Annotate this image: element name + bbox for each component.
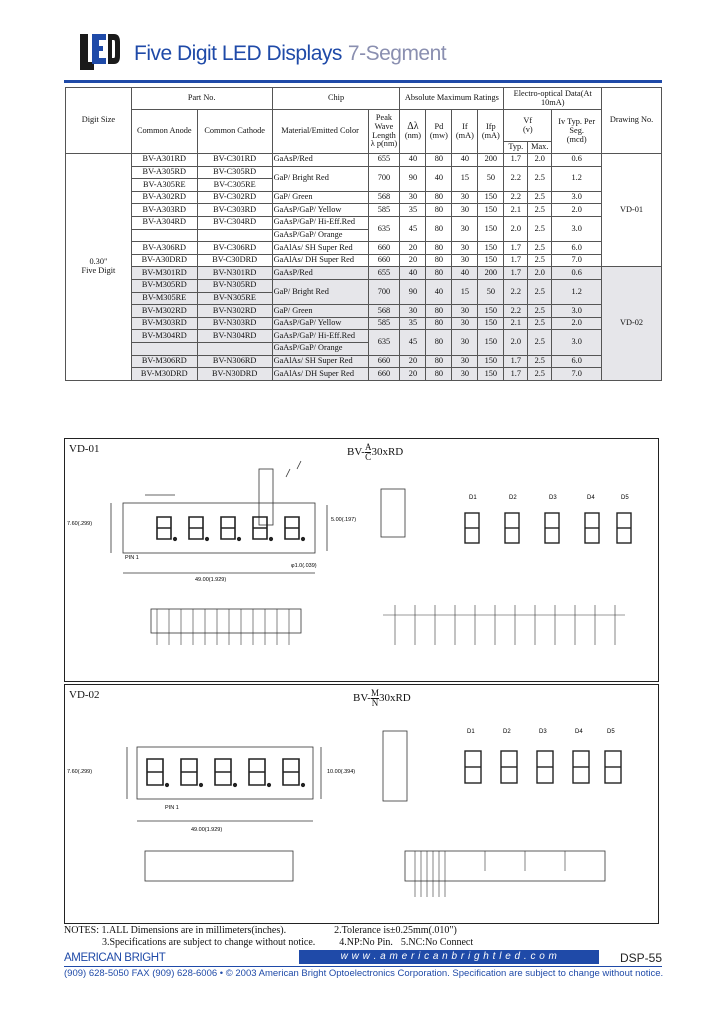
note-2: 2.Tolerance is±0.25mm(.010")	[334, 925, 457, 936]
table-cell: 80	[426, 317, 452, 330]
table-cell: GaAsP/GaP/ Yellow	[272, 317, 368, 330]
table-cell: 35	[400, 204, 426, 217]
table-cell: 80	[426, 216, 452, 241]
vd02-part-prefix: BV-	[353, 692, 371, 705]
table-cell: 2.5	[528, 216, 552, 241]
footer-rule	[64, 966, 662, 967]
table-cell: 150	[478, 355, 504, 368]
vd01-digit-3: D3	[549, 495, 557, 501]
table-row	[66, 191, 662, 204]
table-cell: 2.5	[528, 330, 552, 355]
digit-size-desc: Five Digit	[81, 265, 116, 275]
table-cell: 2.5	[528, 368, 552, 381]
table-cell: 80	[426, 154, 452, 167]
table-row	[66, 166, 662, 179]
table-cell: 1.7	[504, 154, 528, 167]
table-cell: BV-N301RD	[197, 267, 272, 280]
table-cell: 40	[400, 154, 426, 167]
table-cell: 2.2	[504, 166, 528, 191]
table-cell: 80	[426, 242, 452, 255]
seven-seg-digit	[285, 517, 299, 539]
table-cell: 6.0	[552, 355, 602, 368]
vd02-digit-3: D3	[539, 729, 547, 735]
digit-size-cell	[66, 154, 132, 381]
table-cell: 585	[368, 317, 400, 330]
table-cell: GaP/ Bright Red	[272, 279, 368, 304]
page-header	[64, 28, 664, 78]
th-common-anode: Common Anode	[131, 110, 197, 154]
vd02-part-suffix: 30xRD	[378, 692, 411, 705]
drawing-no-cell: VD-01	[602, 154, 662, 267]
table-cell: 700	[368, 166, 400, 191]
seven-seg-digit	[249, 759, 265, 785]
footer-website[interactable]: w w w . a m e r i c a n b r i g h t l e d . c o m	[299, 950, 599, 964]
table-cell: 2.1	[504, 317, 528, 330]
table-cell: BV-N30DRD	[197, 368, 272, 381]
table-cell	[131, 229, 197, 242]
table-cell: 80	[426, 305, 452, 318]
table-cell: GaAlAs/ SH Super Red	[272, 242, 368, 255]
seven-seg-digit	[253, 517, 267, 539]
table-cell: 80	[426, 330, 452, 355]
table-cell: 2.0	[552, 204, 602, 217]
table-cell: BV-C301RD	[197, 154, 272, 167]
th-if	[452, 110, 478, 154]
table-cell: 30	[400, 191, 426, 204]
table-cell: 150	[478, 254, 504, 267]
seven-seg-digit	[221, 517, 235, 539]
table-cell: 80	[426, 267, 452, 280]
page-number: DSP-55	[619, 951, 662, 965]
table-cell: 585	[368, 204, 400, 217]
th-pd-unit: (mw)	[429, 130, 448, 140]
table-cell: 30	[452, 317, 478, 330]
vd01-part-bottom: C	[365, 452, 372, 462]
table-cell: 90	[400, 279, 426, 304]
table-cell: 1.2	[552, 279, 602, 304]
table-cell: 2.5	[528, 317, 552, 330]
table-cell: 655	[368, 267, 400, 280]
th-absmax: Absolute Maximum Ratings	[400, 88, 504, 110]
decimal-point	[166, 784, 169, 787]
vd01-dim-seg: 5.00(.197)	[331, 517, 357, 523]
table-row	[66, 368, 662, 381]
seven-seg-digit	[157, 517, 171, 539]
table-cell: GaAsP/GaP/ Hi-Eff.Red	[272, 330, 368, 343]
footer-copyright: (909) 628-5050 FAX (909) 628-6006 • © 2003 American Bright Optoelectronics Corporation. Specification are subject to change without notice.	[64, 968, 664, 979]
table-cell: 15	[452, 279, 478, 304]
table-cell: BV-C306RD	[197, 242, 272, 255]
table-cell: 700	[368, 279, 400, 304]
title-main: Five Digit LED Displays	[134, 42, 342, 65]
table-cell: 40	[426, 279, 452, 304]
table-cell: 1.7	[504, 267, 528, 280]
table-cell: 568	[368, 305, 400, 318]
table-cell: BV-A303RD	[131, 204, 197, 217]
th-eo: Electro-optical Data(At 10mA)	[504, 88, 602, 110]
table-row	[66, 204, 662, 217]
table-cell: 1.7	[504, 254, 528, 267]
table-cell: BV-A305RD	[131, 166, 197, 179]
vd02-digit-1: D1	[467, 729, 475, 735]
table-cell: BV-C305RE	[197, 179, 272, 192]
table-row	[66, 267, 662, 280]
table-cell: 35	[400, 317, 426, 330]
th-iv-unit: (mcd)	[566, 134, 587, 144]
table-cell: 660	[368, 355, 400, 368]
th-digit-size: Digit Size	[66, 88, 132, 154]
table-cell: 30	[400, 305, 426, 318]
table-cell: 30	[452, 204, 478, 217]
company-logo	[76, 28, 122, 74]
table-cell: 30	[452, 330, 478, 355]
vd01-digit-5: D5	[621, 495, 629, 501]
table-cell: 150	[478, 204, 504, 217]
th-ifp-unit: (mA)	[481, 130, 500, 140]
table-cell: 150	[478, 368, 504, 381]
table-cell: 20	[400, 368, 426, 381]
th-vf-unit: (v)	[522, 124, 533, 134]
table-row	[66, 242, 662, 255]
table-cell: BV-C303RD	[197, 204, 272, 217]
table-cell: 2.0	[504, 330, 528, 355]
table-cell: GaP/ Green	[272, 305, 368, 318]
table-cell: 2.5	[528, 279, 552, 304]
vd01-dim-width: 49.00(1.929)	[195, 577, 227, 583]
th-common-cathode: Common Cathode	[197, 110, 272, 154]
note-5: 5.NC:No Connect	[400, 936, 474, 948]
vd02-digit-5: D5	[607, 729, 615, 735]
vd01-part-prefix: BV-	[347, 446, 365, 459]
table-cell: GaAsP/GaP/ Yellow	[272, 204, 368, 217]
decimal-point	[206, 538, 209, 541]
table-cell: GaAsP/Red	[272, 267, 368, 280]
table-cell: BV-M304RD	[131, 330, 197, 343]
decimal-point	[302, 784, 305, 787]
table-cell: BV-A301RD	[131, 154, 197, 167]
seven-seg-digit	[147, 759, 163, 785]
table-cell: 150	[478, 317, 504, 330]
table-row	[66, 279, 662, 292]
table-cell: BV-N302RD	[197, 305, 272, 318]
table-cell: 200	[478, 154, 504, 167]
notes-line-1	[64, 925, 473, 937]
vd02-part-top: M	[370, 688, 379, 698]
table-cell: 80	[426, 254, 452, 267]
table-cell: BV-A302RD	[131, 191, 197, 204]
vd01-pin-label: PIN 1	[125, 555, 139, 561]
footer-brand: AMERICAN BRIGHT	[64, 952, 166, 964]
table-cell: 80	[426, 204, 452, 217]
table-cell: 635	[368, 216, 400, 241]
decimal-point	[302, 538, 305, 541]
table-cell: BV-M30DRD	[131, 368, 197, 381]
decimal-point	[270, 538, 273, 541]
table-cell: 2.5	[528, 242, 552, 255]
table-cell: BV-N304RD	[197, 330, 272, 343]
table-cell: 655	[368, 154, 400, 167]
digit-size-value: 0.30"	[89, 257, 108, 267]
table-cell: 150	[478, 330, 504, 355]
table-cell: 20	[400, 355, 426, 368]
table-cell: 40	[452, 267, 478, 280]
table-cell: 3.0	[552, 330, 602, 355]
table-cell: BV-N305RE	[197, 292, 272, 305]
notes	[64, 925, 473, 948]
table-cell: 2.0	[528, 154, 552, 167]
th-if-sym: If	[462, 121, 468, 131]
th-typ: Typ.	[504, 142, 528, 154]
table-cell: BV-M302RD	[131, 305, 197, 318]
th-max: Max.	[528, 142, 552, 154]
decimal-point	[174, 538, 177, 541]
table-cell: GaP/ Bright Red	[272, 166, 368, 191]
table-cell: BV-A30DRD	[131, 254, 197, 267]
table-cell: BV-N303RD	[197, 317, 272, 330]
vd01-part-suffix: 30xRD	[371, 446, 404, 459]
vd01-digit-4: D4	[587, 495, 595, 501]
table-cell: 1.7	[504, 368, 528, 381]
title-subtitle: 7-Segment	[347, 42, 447, 65]
table-cell: 2.2	[504, 191, 528, 204]
table-cell: BV-M301RD	[131, 267, 197, 280]
table-cell: 2.5	[528, 305, 552, 318]
table-cell: 2.5	[528, 191, 552, 204]
drawing-vd02	[64, 684, 659, 924]
table-cell	[197, 342, 272, 355]
table-cell: BV-C302RD	[197, 191, 272, 204]
table-cell: GaAsP/GaP/ Hi-Eff.Red	[272, 216, 368, 229]
table-cell: BV-N306RD	[197, 355, 272, 368]
th-drawing: Drawing No.	[602, 88, 662, 154]
table-cell: GaAsP/GaP/ Orange	[272, 342, 368, 355]
table-cell: BV-M305RE	[131, 292, 197, 305]
seven-seg-digit	[189, 517, 203, 539]
spec-table	[65, 87, 662, 381]
decimal-point	[234, 784, 237, 787]
table-row	[66, 317, 662, 330]
th-dl	[400, 110, 426, 154]
table-cell: 2.0	[528, 267, 552, 280]
vd01-label: VD-01	[69, 443, 100, 455]
th-vf	[504, 110, 552, 142]
th-vf-sym: Vf	[523, 115, 533, 125]
table-cell: 30	[452, 242, 478, 255]
table-cell: 50	[478, 166, 504, 191]
note-3: 3.Specifications are subject to change without notice.	[102, 936, 316, 948]
drawing-no-cell: VD-02	[602, 267, 662, 380]
table-cell: 90	[400, 166, 426, 191]
table-cell: 40	[400, 267, 426, 280]
table-cell: 0.6	[552, 154, 602, 167]
table-cell: 2.2	[504, 279, 528, 304]
table-cell: 2.5	[528, 204, 552, 217]
table-cell: 20	[400, 242, 426, 255]
th-if-unit: (mA)	[455, 130, 474, 140]
table-cell: GaP/ Green	[272, 191, 368, 204]
table-cell: 3.0	[552, 191, 602, 204]
table-cell: GaAlAs/ DH Super Red	[272, 368, 368, 381]
table-row	[66, 305, 662, 318]
table-cell: 1.7	[504, 242, 528, 255]
table-cell: 80	[426, 355, 452, 368]
table-cell: 150	[478, 305, 504, 318]
th-ifp	[478, 110, 504, 154]
table-cell	[131, 342, 197, 355]
table-cell: BV-C30DRD	[197, 254, 272, 267]
table-cell: GaAlAs/ DH Super Red	[272, 254, 368, 267]
vd02-part-bottom: N	[371, 698, 379, 708]
th-iv-sym: Iv Typ. Per Seg.	[558, 117, 596, 136]
vd02-dim-width: 49.00(1.929)	[191, 827, 223, 833]
table-cell: BV-M305RD	[131, 279, 197, 292]
table-cell	[197, 229, 272, 242]
table-cell: 30	[452, 355, 478, 368]
table-row	[66, 254, 662, 267]
table-row	[66, 216, 662, 229]
table-cell: 1.7	[504, 355, 528, 368]
table-cell: 15	[452, 166, 478, 191]
table-cell: 50	[478, 279, 504, 304]
th-pd-sym: Pd	[434, 121, 444, 131]
vd01-digit-2: D2	[509, 495, 517, 501]
table-cell: BV-A306RD	[131, 242, 197, 255]
seven-seg-digit	[181, 759, 197, 785]
table-cell: 660	[368, 254, 400, 267]
th-dl-sym: Δλ	[407, 120, 419, 132]
table-cell: GaAsP/Red	[272, 154, 368, 167]
table-cell: 2.1	[504, 204, 528, 217]
notes-line-2	[64, 937, 473, 949]
vd01-digit-1: D1	[469, 495, 477, 501]
table-cell: 2.5	[528, 355, 552, 368]
table-cell: BV-A305RE	[131, 179, 197, 192]
table-cell: 3.0	[552, 305, 602, 318]
decimal-point	[268, 784, 271, 787]
table-cell: 30	[452, 216, 478, 241]
spec-table-body	[66, 88, 662, 381]
th-material: Material/Emitted Color	[272, 110, 368, 154]
vd02-digit-4: D4	[575, 729, 583, 735]
table-row	[66, 355, 662, 368]
table-cell: 7.0	[552, 368, 602, 381]
table-cell: 1.2	[552, 166, 602, 191]
drawing-vd01	[64, 438, 659, 682]
th-pd	[426, 110, 452, 154]
table-cell: BV-C305RD	[197, 166, 272, 179]
table-row	[66, 330, 662, 343]
table-cell: 2.0	[552, 317, 602, 330]
table-cell: 40	[426, 166, 452, 191]
note-1: NOTES: 1.ALL Dimensions are in millimeters(inches).	[64, 925, 287, 936]
table-cell: 30	[452, 254, 478, 267]
table-cell: 6.0	[552, 242, 602, 255]
table-row	[66, 154, 662, 167]
th-part-no: Part No.	[131, 88, 272, 110]
table-cell: 40	[452, 154, 478, 167]
table-cell: 2.2	[504, 305, 528, 318]
vd02-pin-label: PIN 1	[165, 805, 179, 811]
vd02-digit-2: D2	[503, 729, 511, 735]
decimal-point	[200, 784, 203, 787]
th-chip: Chip	[272, 88, 400, 110]
table-cell: BV-M306RD	[131, 355, 197, 368]
table-cell: 30	[452, 191, 478, 204]
table-cell: 635	[368, 330, 400, 355]
table-cell: 30	[452, 305, 478, 318]
vd02-dim-height: 7.60(.299)	[67, 769, 93, 775]
table-cell: 45	[400, 216, 426, 241]
table-cell: 2.5	[528, 254, 552, 267]
th-ifp-sym: Ifp	[486, 121, 496, 131]
table-cell: 150	[478, 216, 504, 241]
table-cell: BV-N305RD	[197, 279, 272, 292]
th-iv	[552, 110, 602, 154]
vd01-part-top: A	[364, 442, 372, 452]
table-cell: BV-C304RD	[197, 216, 272, 229]
seven-seg-digit	[215, 759, 231, 785]
table-cell: GaAlAs/ SH Super Red	[272, 355, 368, 368]
th-dl-unit: (nm)	[404, 131, 422, 141]
table-cell: 568	[368, 191, 400, 204]
vd01-dp-label: φ1.0(.039)	[291, 563, 317, 569]
table-cell: 80	[426, 191, 452, 204]
vd02-dim-seg: 10.00(.394)	[327, 769, 356, 775]
table-cell: 3.0	[552, 216, 602, 241]
table-cell: 200	[478, 267, 504, 280]
header-rule	[64, 80, 662, 83]
vd01-dim-height: 7.60(.299)	[67, 521, 93, 527]
table-cell: 20	[400, 254, 426, 267]
table-cell: 45	[400, 330, 426, 355]
table-cell: BV-M303RD	[131, 317, 197, 330]
table-cell: 7.0	[552, 254, 602, 267]
table-cell: 150	[478, 242, 504, 255]
table-cell: 660	[368, 242, 400, 255]
table-cell: 80	[426, 368, 452, 381]
table-cell: 660	[368, 368, 400, 381]
table-cell: 150	[478, 191, 504, 204]
table-cell: 30	[452, 368, 478, 381]
table-cell: BV-A304RD	[131, 216, 197, 229]
table-cell: GaAsP/GaP/ Orange	[272, 229, 368, 242]
table-cell: 2.0	[504, 216, 528, 241]
page-title	[134, 42, 446, 66]
table-cell: 0.6	[552, 267, 602, 280]
decimal-point	[238, 538, 241, 541]
table-cell: 2.5	[528, 166, 552, 191]
note-4: 4.NP:No Pin.	[339, 936, 393, 948]
vd02-label: VD-02	[69, 689, 100, 701]
th-peak: Peak Wave Length λ p(nm)	[368, 110, 400, 154]
seven-seg-digit	[283, 759, 299, 785]
